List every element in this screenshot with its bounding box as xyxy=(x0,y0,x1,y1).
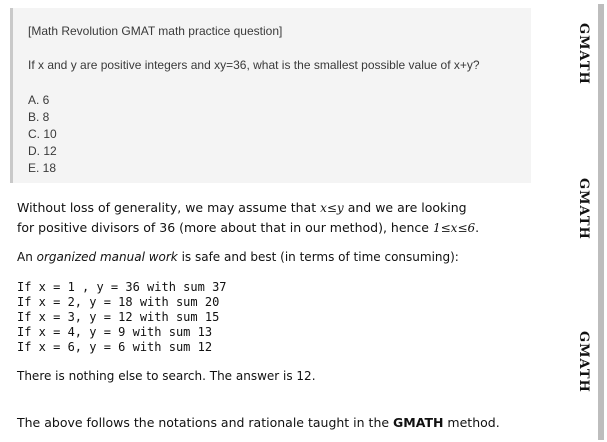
case-line: If x = 4, y = 9 with sum 13 xyxy=(17,325,213,339)
choice-e: E. 18 xyxy=(28,161,57,175)
p1-text-after: and we are looking xyxy=(347,200,467,215)
p1-line2-text: for positive divisors of 36 (more about that in our method), hence xyxy=(17,220,429,235)
gmath-logo: GMATH xyxy=(576,23,591,85)
gmath-logo: GMATH xyxy=(576,178,591,240)
case-line: If x = 6, y = 6 with sum 12 xyxy=(17,340,213,354)
p1-line2-math: 1≤x≤6 xyxy=(432,221,476,235)
choice-b: B. 8 xyxy=(28,110,50,124)
case-line: If x = 3, y = 12 with sum 15 xyxy=(17,310,220,324)
choice-c: C. 10 xyxy=(28,127,57,141)
p2-text-a: An xyxy=(17,250,33,264)
choice-d: D. 12 xyxy=(28,144,57,158)
sidebar-rule xyxy=(598,4,604,440)
p1-text-before: Without loss of generality, we may assume that xyxy=(17,200,317,215)
footer-note xyxy=(17,415,500,430)
solution-paragraph-1-line-2 xyxy=(17,220,479,235)
conclusion-text: There is nothing else to search. The answer is 12. xyxy=(17,369,316,383)
question-stem: If x and y are positive integers and xy=36, what is the smallest possible value of x+y? xyxy=(28,58,480,72)
choice-a: A. 6 xyxy=(28,93,50,107)
sidebar xyxy=(571,4,593,440)
solution-paragraph-1 xyxy=(17,200,467,215)
footer-brand: GMATH xyxy=(393,415,444,430)
solution-paragraph-2 xyxy=(17,250,459,264)
footer-text-before: The above follows the notations and rationale taught in the xyxy=(17,415,390,430)
question-box xyxy=(10,8,531,183)
case-line: If x = 2, y = 18 with sum 20 xyxy=(17,295,220,309)
gmath-logo: GMATH xyxy=(576,331,591,393)
p2-text-c: is safe and best (in terms of time consuming): xyxy=(181,250,459,264)
p2-italic: organized manual work xyxy=(36,250,178,264)
p1-math: x≤y xyxy=(320,201,344,215)
case-line: If x = 1 , y = 36 with sum 37 xyxy=(17,280,227,294)
footer-text-after: method. xyxy=(447,415,500,430)
p1-line2-period: . xyxy=(475,220,480,235)
question-title: [Math Revolution GMAT math practice question] xyxy=(28,24,283,38)
